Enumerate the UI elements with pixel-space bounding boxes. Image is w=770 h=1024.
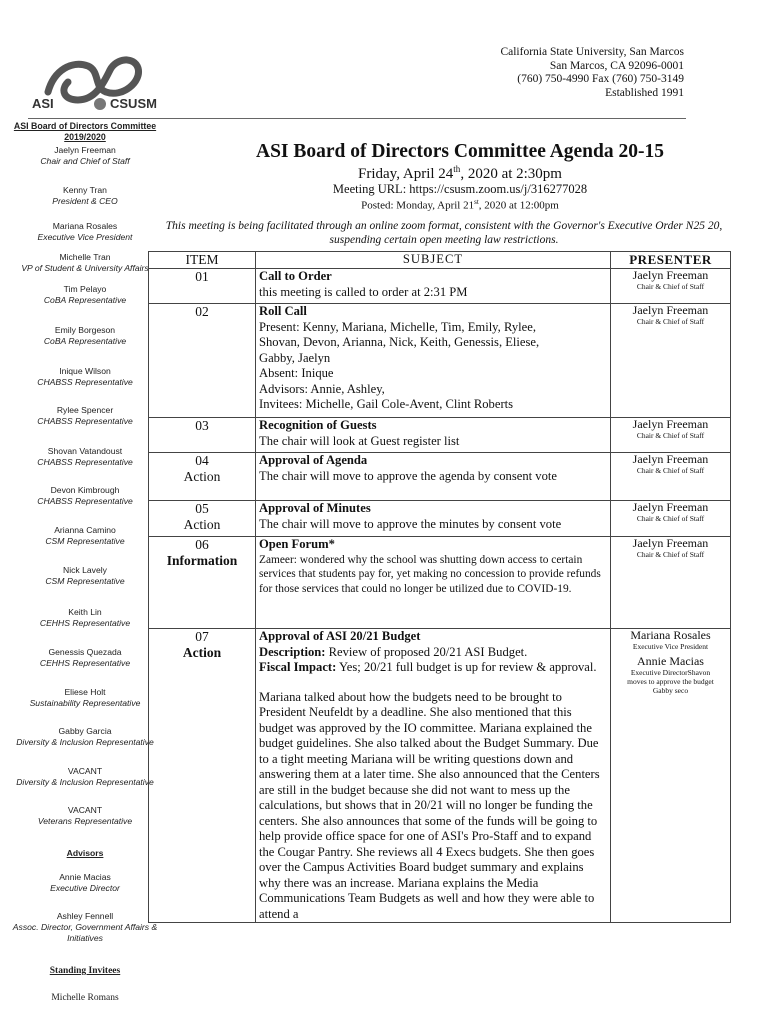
- presenter-role: Executive Vice President: [632, 642, 709, 651]
- zoom-notice: This meeting is being facilitated through an online zoom format, consistent with the Governor's Executive Order N25 20, suspending certain open meeting law restrictions.: [165, 220, 723, 246]
- presenter-name: Jaelyn Freeman: [632, 500, 709, 514]
- agenda-row: [149, 501, 731, 537]
- presenter-role: Chair & Chief of Staff: [636, 550, 705, 559]
- address-line: (760) 750-4990 Fax (760) 750-3149: [517, 73, 684, 85]
- header-divider: [28, 118, 686, 119]
- item-body: this meeting is called to order at 2:31 PM: [259, 284, 468, 299]
- roster-member: Jaelyn Freeman Chair and Chief of Staff: [40, 145, 130, 166]
- logo-asi-text: ASI: [32, 96, 54, 111]
- item-body: The chair will move to approve the agenda by consent vote: [259, 468, 557, 483]
- presenter-role: Chair & Chief of Staff: [636, 282, 705, 291]
- presenter-name: Jaelyn Freeman: [632, 452, 709, 466]
- agenda-row: [149, 629, 731, 923]
- advisors-heading: Advisors: [66, 848, 104, 858]
- item-title: Call to Order: [259, 269, 332, 283]
- meeting-date: Friday, April 24th, 2020 at 2:30pm: [358, 164, 562, 182]
- asi-csusm-logo: [30, 52, 170, 114]
- roster-member: Emily Borgeson CoBA Representative: [43, 325, 127, 346]
- agenda-title: ASI Board of Directors Committee Agenda 20-15: [256, 141, 664, 162]
- presenter-role: Chair & Chief of Staff: [636, 466, 705, 475]
- presenter-name: Annie Macias: [637, 654, 704, 668]
- committee-roster: [0, 121, 170, 1003]
- roster-member: Tim Pelayo CoBA Representative: [43, 284, 127, 305]
- item-number: 01: [195, 269, 209, 284]
- item-number: 02: [195, 304, 209, 319]
- address-line: Established 1991: [605, 86, 684, 99]
- university-address: [500, 46, 684, 100]
- agenda-row: [149, 537, 731, 629]
- item-title: Approval of ASI 20/21 Budget: [259, 629, 421, 643]
- item-type: Action: [182, 645, 222, 660]
- roster-member: Arianna Camino CSM Representative: [45, 525, 125, 546]
- presenter-name: Jaelyn Freeman: [632, 536, 709, 550]
- agenda-row: [149, 269, 731, 304]
- presenter-role: Chair & Chief of Staff: [636, 317, 705, 326]
- agenda-table: [148, 251, 731, 923]
- presenter-name: Mariana Rosales: [630, 628, 711, 642]
- roster-member: Michelle Tran VP of Student & University Affairs: [21, 252, 149, 273]
- agenda-row: [149, 418, 731, 453]
- item-number: 03: [195, 418, 209, 433]
- table-header-row: [149, 252, 731, 269]
- roster-heading: ASI Board of Directors Committee: [13, 121, 157, 131]
- roster-member: Eliese Holt Sustainability Representative: [29, 687, 141, 708]
- meeting-url: Meeting URL: https://csusm.zoom.us/j/316277028: [332, 182, 588, 196]
- logo-csusm-text: CSUSM: [110, 96, 157, 111]
- header-presenter: PRESENTER: [611, 252, 731, 269]
- roster-member: Inique Wilson CHABSS Representative: [37, 366, 133, 387]
- roster-member: Kenny Tran President & CEO: [52, 185, 118, 206]
- invitee: Michelle Romans: [51, 993, 119, 1003]
- item-title: Open Forum*: [259, 537, 335, 551]
- roster-member: Rylee Spencer CHABSS Representative: [37, 405, 133, 426]
- item-body: Present: Kenny, Mariana, Michelle, Tim, Emily, Rylee, Shovan, Devon, Arianna, Nick, Keith, Genessis, Eliese, Gabby, Jaelyn Absent: Inique Advisors: Annie, Ashley, Invitees: Michelle, Gail Cole-Avent, Clint Roberts: [259, 319, 540, 411]
- item-title: Approval of Agenda: [259, 453, 368, 467]
- standing-invitees-heading: Standing Invitees: [49, 966, 121, 976]
- roster-member: VACANT Veterans Representative: [37, 805, 133, 826]
- item-body: Mariana talked about how the budgets need to be brought to President Neufeldt by a deadline. She also mentioned that this budget was approved by the IO committee. Mariana explained the budget guidelines. She also talked about the Budget Summary. Due to a tight meeting Mariana will be writing questions down and answering them at a later time. She also announced that the Centers are still in the budget because she did not want to mess up the calculations, but shows that in 20/21 will no longer be funding the centers. She also announces that some of the funds will be going to help provide office space for one of ASI's Pro-Staff and to expand the Cougar Pantry. She reviews all 4 Execs budgets. She then goes over the Campus Activities Board budget summary and explains why there was an increase. Mariana explains the Media Communications Team Budgets as well and how they were able to attend a: [259, 689, 600, 921]
- item-body: Zameer: wondered why the school was shutting down access to certain services that students pay for, yet making no concession to provide refunds for those services that could no longer be utilized due to COVID-19.: [259, 553, 601, 595]
- roster-member: Genessis Quezada CEHHS Representative: [39, 647, 131, 668]
- item-number: 07: [195, 629, 209, 644]
- item-type: Information: [166, 553, 238, 568]
- item-description: Description: Review of proposed 20/21 ASI Budget.: [259, 644, 528, 659]
- item-number: 05: [195, 501, 209, 516]
- presenter-name: Jaelyn Freeman: [632, 417, 709, 431]
- roster-member: Gabby Garcia Diversity & Inclusion Representative: [16, 726, 154, 747]
- item-body: The chair will look at Guest register list: [259, 433, 460, 448]
- advisor: Annie Macias Executive Director: [50, 872, 120, 893]
- posted-date: Posted: Monday, April 21st, 2020 at 12:00pm: [361, 198, 559, 212]
- roster-member: Keith Lin CEHHS Representative: [39, 607, 131, 628]
- presenter-role: Chair & Chief of Staff: [636, 514, 705, 523]
- header-subject: SUBJECT: [256, 252, 611, 269]
- item-body: The chair will move to approve the minutes by consent vote: [259, 516, 562, 531]
- item-number: 04: [195, 453, 209, 468]
- item-number: 06: [195, 537, 209, 552]
- roster-member: VACANT Diversity & Inclusion Representative: [16, 766, 154, 787]
- address-line: California State University, San Marcos: [500, 46, 684, 58]
- presenter-name: Jaelyn Freeman: [632, 268, 709, 282]
- agenda-row: [149, 453, 731, 501]
- presenter-role: Chair & Chief of Staff: [636, 431, 705, 440]
- item-title: Approval of Minutes: [259, 501, 371, 515]
- roster-member: Devon Kimbrough CHABSS Representative: [37, 485, 133, 506]
- header-item: ITEM: [149, 252, 256, 269]
- roster-year: 2019/2020: [64, 131, 106, 142]
- agenda-row: [149, 304, 731, 418]
- advisor: Ashley Fennell Assoc. Director, Government Affairs & Initiatives: [12, 911, 158, 943]
- item-title: Recognition of Guests: [259, 418, 377, 432]
- item-title: Roll Call: [259, 304, 307, 318]
- roster-member: Shovan Vatandoust CHABSS Representative: [37, 446, 133, 467]
- presenter-role: Executive DirectorShavon moves to approve the budget Gabby seco: [627, 668, 714, 695]
- roster-member: Nick Lavely CSM Representative: [45, 565, 125, 586]
- address-line: San Marcos, CA 92096-0001: [549, 59, 684, 72]
- item-type: Action: [183, 517, 221, 532]
- roster-member: Mariana Rosales Executive Vice President: [37, 221, 133, 242]
- item-type: Action: [183, 469, 221, 484]
- presenter-name: Jaelyn Freeman: [632, 303, 709, 317]
- item-fiscal-impact: Fiscal Impact: Yes; 20/21 full budget is up for review & approval.: [259, 660, 597, 674]
